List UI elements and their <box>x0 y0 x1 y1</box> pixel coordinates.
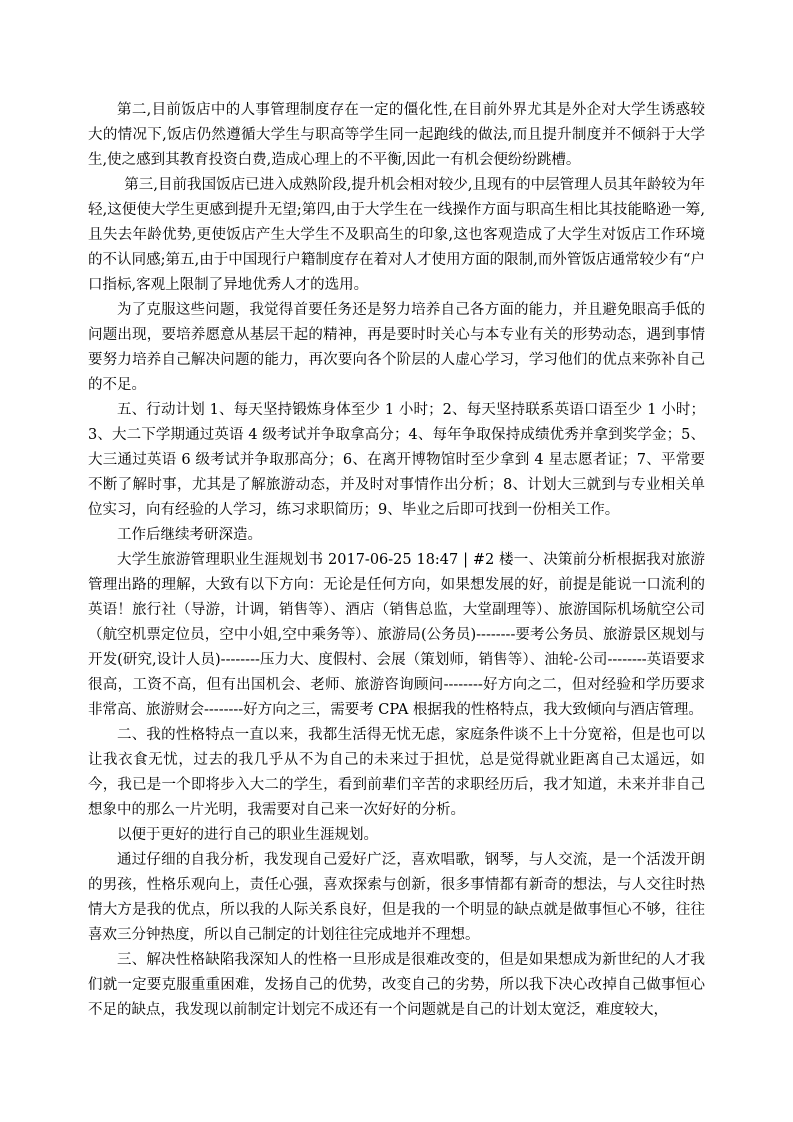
paragraph-action-plan: 五、行动计划 1、每天坚持锻炼身体至少 1 小时；2、每天坚持联系英语口语至少 1 小时；3、大二下学期通过英语 4 级考试并争取拿高分；4、每年争取保持成绩优秀并拿到奖学金；5、大三通过英语 6 级考试并争取那高分；6、在离开博物馆时至少拿到 4 星志愿者证；7、平常要不断了解时事，尤其是了解旅游动态，并及时对事情作出分析；8、计划大三就到与专业相关单位实习，向有经验的人学习，练习求职简历；9、毕业之后即可找到一份相关工作。 <box>88 402 705 518</box>
paragraph-career-plan: 大学生旅游管理职业生涯规划书 2017-06-25 18:47 | #2 楼一、决策前分析根据我对旅游管理出路的理解，大致有以下方向：无论是任何方向，如果想发展的好，前提是能说一口流利的英语！旅行社（导游，计调，销售等）、酒店（销售总监，大堂副理等）、旅游国际机场航空公司（航空机票定位员，空中小姐,空中乘务等）、旅游局(公务员)--------要考公务员、旅游景区规划与开发(研究,设计人员)--------压力大、度假村、会展（策划师，销售等）、油轮-公司--------英语要求很高，工资不高，但有出国机会、老师、旅游咨询顾问--------好方向之二，但对经验和学历要求非常高、旅游财会--------好方向之三，需要考 CPA 根据我的性格特点，我大致倾向与酒店管理。 <box>88 552 705 718</box>
paragraph-1: 第二,目前饭店中的人事管理制度存在一定的僵化性,在目前外界尤其是外企对大学生诱惑较大的情况下,饭店仍然遵循大学生与职高等学生同一起跑线的做法,而且提升制度并不倾斜于大学生,使之感到其教育投资白费,造成心理上的不平衡,因此一有机会便纷纷跳槽。 <box>88 102 705 168</box>
paragraph-5: 工作后继续考研深造。 <box>117 527 262 543</box>
paragraph-8: 以便于更好的进行自己的职业生涯规划。 <box>117 827 378 843</box>
paragraph-personality: 二、我的性格特点一直以来，我都生活得无忧无虑，家庭条件谈不上十分宽裕，但是也可以让我衣食无忧，过去的我几乎从不为自己的未来过于担忧，总是觉得就业距离自己太遥远，如今，我已是一个即将步入大二的学生，看到前辈们辛苦的求职经历后，我才知道，未来并非自己想象中的那么一片光明，我需要对自己来一次好好的分析。 <box>88 727 705 818</box>
paragraph-3: 为了克服这些问题，我觉得首要任务还是努力培养自己各方面的能力，并且避免眼高手低的问题出现，要培养愿意从基层干起的精神，再是要时时关心与本专业有关的形势动态，遇到事情要努力培养自己解决问题的能力，再次要向各个阶层的人虚心学习，学习他们的优点来弥补自己的不足。 <box>88 302 705 393</box>
paragraph-solve-defects: 三、解决性格缺陷我深知人的性格一旦形成是很难改变的，但是如果想成为新世纪的人才我们就一定要克服重重困难，发扬自己的优势，改变自己的劣势，所以我下决心改掉自己做事恒心不足的缺点，我发现以前制定计划完不成还有一个问题就是自己的计划太宽泛，难度较大， <box>88 952 705 1018</box>
document-body <box>88 98 705 1023</box>
paragraph-self-analysis: 通过仔细的自我分析，我发现自己爱好广泛，喜欢唱歌，钢琴，与人交流，是一个活泼开朗的男孩，性格乐观向上，责任心强，喜欢探索与创新，很多事情都有新奇的想法，与人交往时热情大方是我的优点，所以我的人际关系良好，但是我的一个明显的缺点就是做事恒心不够，往往喜欢三分钟热度，所以自己制定的计划往往完成地并不理想。 <box>88 852 705 943</box>
paragraph-2: 第三,目前我国饭店已进入成熟阶段,提升机会相对较少,且现有的中层管理人员其年龄较为年轻,这便使大学生更感到提升无望;第四,由于大学生在一线操作方面与职高生相比其技能略逊一筹,且失去年龄优势,更使饭店产生大学生不及职高生的印象,这也客观造成了大学生对饭店工作环境的不认同感;第五,由于中国现行户籍制度存在着对人才使用方面的限制,而外管饭店通常较少有“户口指标,客观上限制了异地优秀人才的选用。 <box>88 177 705 293</box>
